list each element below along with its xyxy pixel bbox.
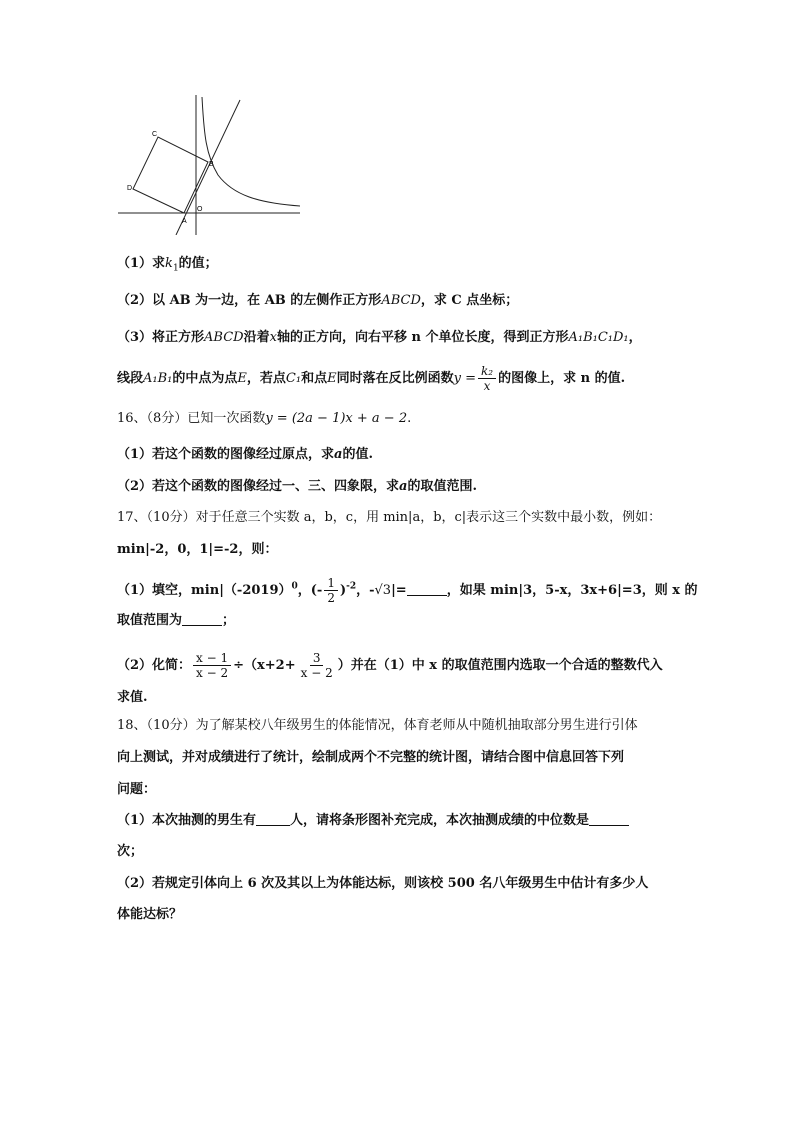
q18-part1-line2: 次； bbox=[117, 844, 144, 859]
q17-answer-blank-1[interactable] bbox=[407, 581, 447, 596]
q17-part2-line2: 求值. bbox=[117, 690, 148, 705]
q15-part2: （2）以 AB 为一边，在 AB 的左侧作正方形ABCD，求 C 点坐标； bbox=[117, 293, 519, 308]
q15-part1: （1）求$k_1$的值； bbox=[117, 256, 218, 274]
label-b: B bbox=[209, 161, 214, 168]
q18-part2-line1: （2）若规定引体向上 6 次及其以上为体能达标，则该校 500 名八年级男生中估计有多少人 bbox=[117, 876, 649, 891]
q17-part1-line1: （1）填空，$\min|(-2019)^0$，(- $\frac{1}{2}$ )$^{-2}$，-√3|= ，如果 min|3，5-x，3x+6|=3，则 x 的 bbox=[117, 576, 698, 605]
q17-part2-line1: （2）化简： $\frac{x - 1}{x - 2}$ ÷（x+2+ $\frac{3}{x - 2}$ ）并在（1）中 x 的取值范围内选取一个合适的整数代入 bbox=[117, 651, 663, 680]
q18-answer-blank-2[interactable] bbox=[589, 811, 629, 826]
coordinate-figure bbox=[118, 95, 300, 235]
square-abcd bbox=[133, 137, 208, 213]
q18-answer-blank-1[interactable] bbox=[256, 811, 290, 826]
q17-heading-line1: 17、（10分）对于任意三个实数 a，b，c，用 min|a，b，c|表示这三个实数中最小数，例如： bbox=[117, 510, 662, 525]
q18-heading-line2: 向上测试，并对成绩进行了统计，绘制成两个不完整的统计图，请结合图中信息回答下列 bbox=[117, 750, 625, 765]
label-c: C bbox=[152, 131, 158, 138]
q18-part1-line1: （1）本次抽测的男生有 人，请将条形图补充完成，本次抽测成绩的中位数是 bbox=[117, 811, 629, 831]
q15-part3-line2: 线段A₁B₁的中点为点E，若点C₁和点E同时落在反比例函数y = $\frac{\text{k₂}}{x}$ 的图像上，求 n 的值. bbox=[117, 364, 626, 393]
q17-heading-line2: min|-2，0，1|=-2，则： bbox=[117, 542, 278, 557]
q17-part1-line2: 取值范围为 ； bbox=[117, 613, 236, 628]
q17-answer-blank-2[interactable] bbox=[182, 611, 222, 626]
q16-heading: 16、（8分）已知一次函数y = (2a − 1)x + a − 2. bbox=[117, 411, 412, 426]
q16-part2: （2）若这个函数的图像经过一、三、四象限，求a的取值范围. bbox=[117, 479, 478, 494]
q18-heading-line3: 问题： bbox=[117, 782, 157, 797]
q16-part1: （1）若这个函数的图像经过原点，求a的值. bbox=[117, 447, 374, 462]
label-o: O bbox=[197, 206, 203, 213]
hyperbola-curve bbox=[202, 97, 300, 206]
label-d: D bbox=[127, 185, 133, 192]
q18-heading-line1: 18、（10分）为了解某校八年级男生的体能情况，体育老师从中随机抽取部分男生进行引体 bbox=[117, 718, 638, 733]
q18-part2-line2: 体能达标？ bbox=[117, 907, 183, 922]
label-a: A bbox=[182, 218, 187, 225]
line-ab bbox=[176, 100, 240, 235]
q15-part3-line1: （3）将正方形ABCD沿着x轴的正方向，向右平移 n 个单位长度，得到正方形A₁B₁C₁D₁， bbox=[117, 330, 642, 345]
